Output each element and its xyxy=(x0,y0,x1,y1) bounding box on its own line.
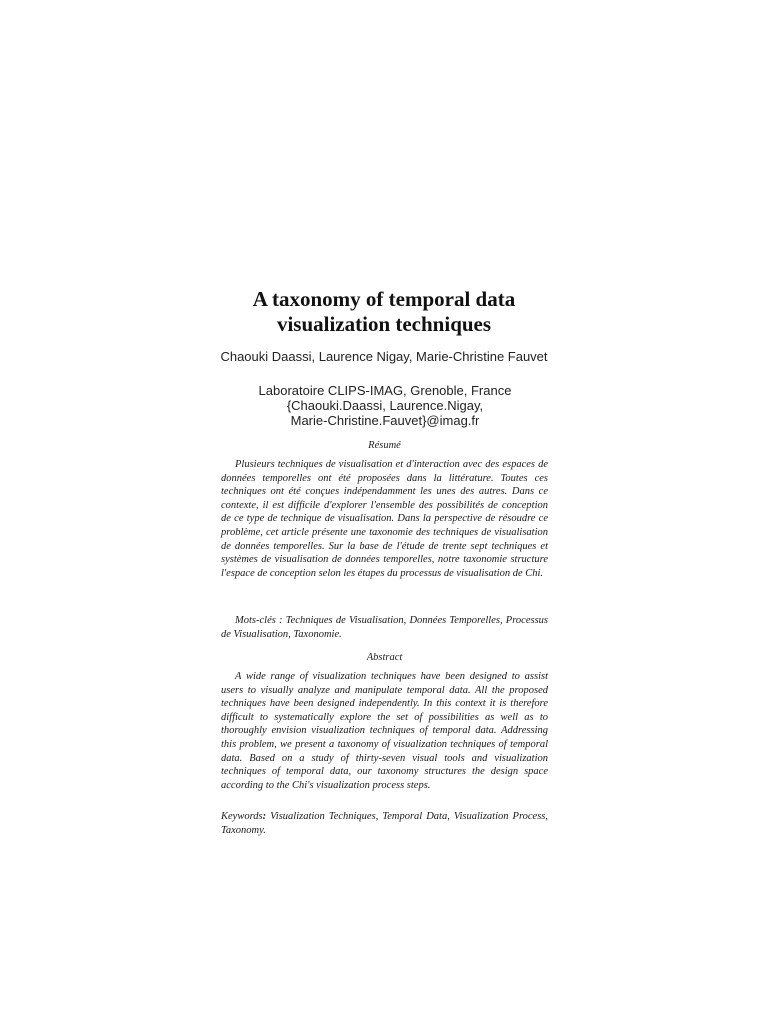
affiliation xyxy=(200,383,570,428)
affiliation-line-2: {Chaouki.Daassi, Laurence.Nigay, xyxy=(286,398,484,413)
paper-title xyxy=(180,287,588,337)
abstract-keywords-colon: : xyxy=(262,811,267,822)
abstract-keywords-label: Keywords xyxy=(221,811,263,822)
authors: Chaouki Daassi, Laurence Nigay, Marie-Christine Fauvet xyxy=(220,349,548,364)
resume-keywords-label: Mots-clés : xyxy=(235,615,283,626)
resume-keywords-list: Techniques de Visualisation, Données Temporelles, Processus de Visualisation, Taxonomie. xyxy=(221,615,548,640)
abstract-heading: Abstract xyxy=(366,652,403,663)
title-line-2: visualization techniques xyxy=(276,312,492,336)
resume-heading: Résumé xyxy=(368,440,401,451)
affiliation-line-1: Laboratoire CLIPS-IMAG, Grenoble, France xyxy=(258,383,512,398)
affiliation-line-3: Marie-Christine.Fauvet}@imag.fr xyxy=(290,413,480,428)
resume-keywords xyxy=(221,614,548,641)
abstract-keywords-list: Visualization Techniques, Temporal Data, Visualization Process, Taxonomy. xyxy=(221,811,549,836)
abstract-body: A wide range of visualization techniques have been designed to assist users to visually analyze and manipulate temporal data. All the proposed techniques have been designed independently. In this context it is therefore difficult to systematically explore the set of possibilities as well as to thoroughly envision visualization techniques of temporal data. Addressing this problem, we present a taxonomy of visualization techniques of temporal data. Based on a study of thirty-seven visual tools and visualization techniques of temporal data, our taxonomy structures the design space according to the Chi's visualization process steps. xyxy=(221,671,548,791)
resume-body: Plusieurs techniques de visualisation et d'interaction avec des espaces de données temporelles ont été proposées dans la littérature. Toutes ces techniques ont été conçues indépendamment les unes des autres. Dans ce contexte, il est difficile d'explorer l'ensemble des possibilités de conception de ce type de technique de visualisation. Dans la perspective de résoudre ce problème, cet article présente une taxonomie des techniques de visualisation de données temporelles. Sur la base de l'étude de trente sept techniques et systèmes de visualisation de données temporelles, notre taxonomie structure l'espace de conception selon les étapes du processus de visualisation de Chi. xyxy=(221,459,548,579)
abstract-keywords xyxy=(221,810,548,837)
title-line-1: A taxonomy of temporal data xyxy=(252,287,516,311)
